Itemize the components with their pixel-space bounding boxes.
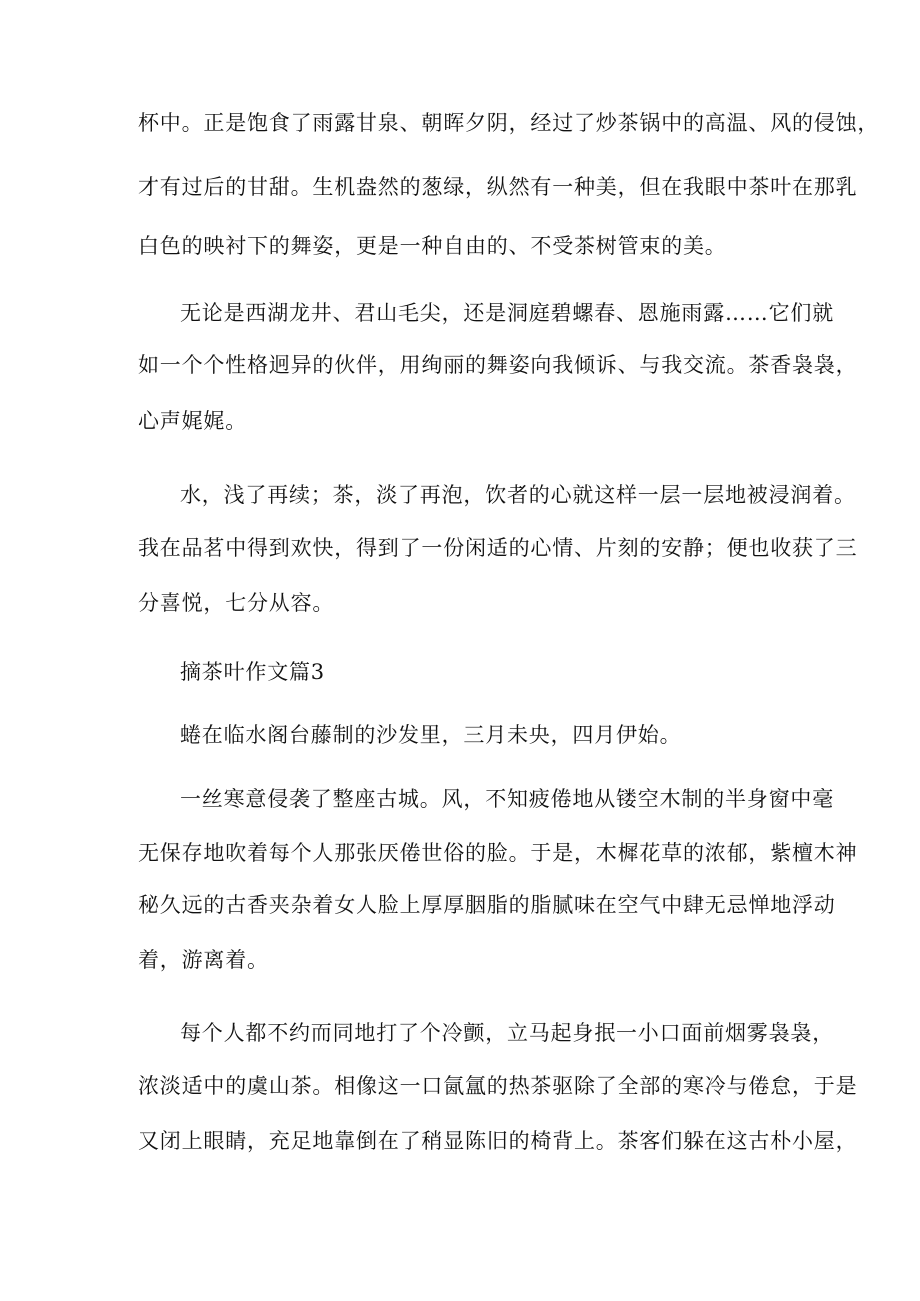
- paragraph-7-line-3: 又闭上眼睛，充足地靠倒在了稍显陈旧的椅背上。茶客们躲在这古朴小屋，: [138, 1129, 858, 1153]
- paragraph-6-line-3: 秘久远的古香夹杂着女人脸上厚厚胭脂的脂腻味在空气中肆无忌惮地浮动: [138, 893, 836, 917]
- paragraph-3-line-2: 我在品茗中得到欢快，得到了一份闲适的心情、片刻的安静；便也收获了三: [138, 536, 858, 560]
- paragraph-7-line-2: 浓淡适中的虞山茶。相像这一口氤氲的热茶驱除了全部的寒冷与倦怠，于是: [138, 1074, 858, 1098]
- paragraph-6-line-2: 无保存地吹着每个人那张厌倦世俗的脸。于是，木樨花草的浓郁，紫檀木神: [138, 841, 858, 865]
- section-heading: 摘茶叶作文篇3: [180, 660, 325, 684]
- paragraph-5-line-1: 蜷在临水阁台藤制的沙发里，三月未央，四月伊始。: [180, 723, 682, 747]
- paragraph-2-line-3: 心声娓娓。: [138, 409, 247, 433]
- paragraph-7-line-1: 每个人都不约而同地打了个冷颤，立马起身抿一小口面前烟雾袅袅，: [180, 1021, 834, 1045]
- paragraph-6-line-1: 一丝寒意侵袭了整座古城。风，不知疲倦地从镂空木制的半身窗中毫: [180, 787, 834, 811]
- paragraph-3-line-3: 分喜悦，七分从容。: [138, 591, 335, 615]
- paragraph-3-line-1: 水，浅了再续；茶，淡了再泡，饮者的心就这样一层一层地被浸润着。: [180, 483, 856, 507]
- paragraph-1-line-1: 杯中。正是饱食了雨露甘泉、朝晖夕阴，经过了炒茶锅中的高温、风的侵蚀，: [138, 111, 880, 135]
- paragraph-2-line-1: 无论是西湖龙井、君山毛尖，还是洞庭碧螺春、恩施雨露……它们就: [180, 301, 834, 325]
- paragraph-1-line-2: 才有过后的甘甜。生机盎然的葱绿，纵然有一种美，但在我眼中茶叶在那乳: [138, 175, 858, 199]
- paragraph-1-line-3: 白色的映衬下的舞姿，更是一种自由的、不受茶树管束的美。: [138, 234, 727, 258]
- paragraph-6-line-4: 着，游离着。: [138, 948, 269, 972]
- paragraph-2-line-2: 如一个个性格迥异的伙伴，用绚丽的舞姿向我倾诉、与我交流。茶香袅袅，: [138, 353, 858, 377]
